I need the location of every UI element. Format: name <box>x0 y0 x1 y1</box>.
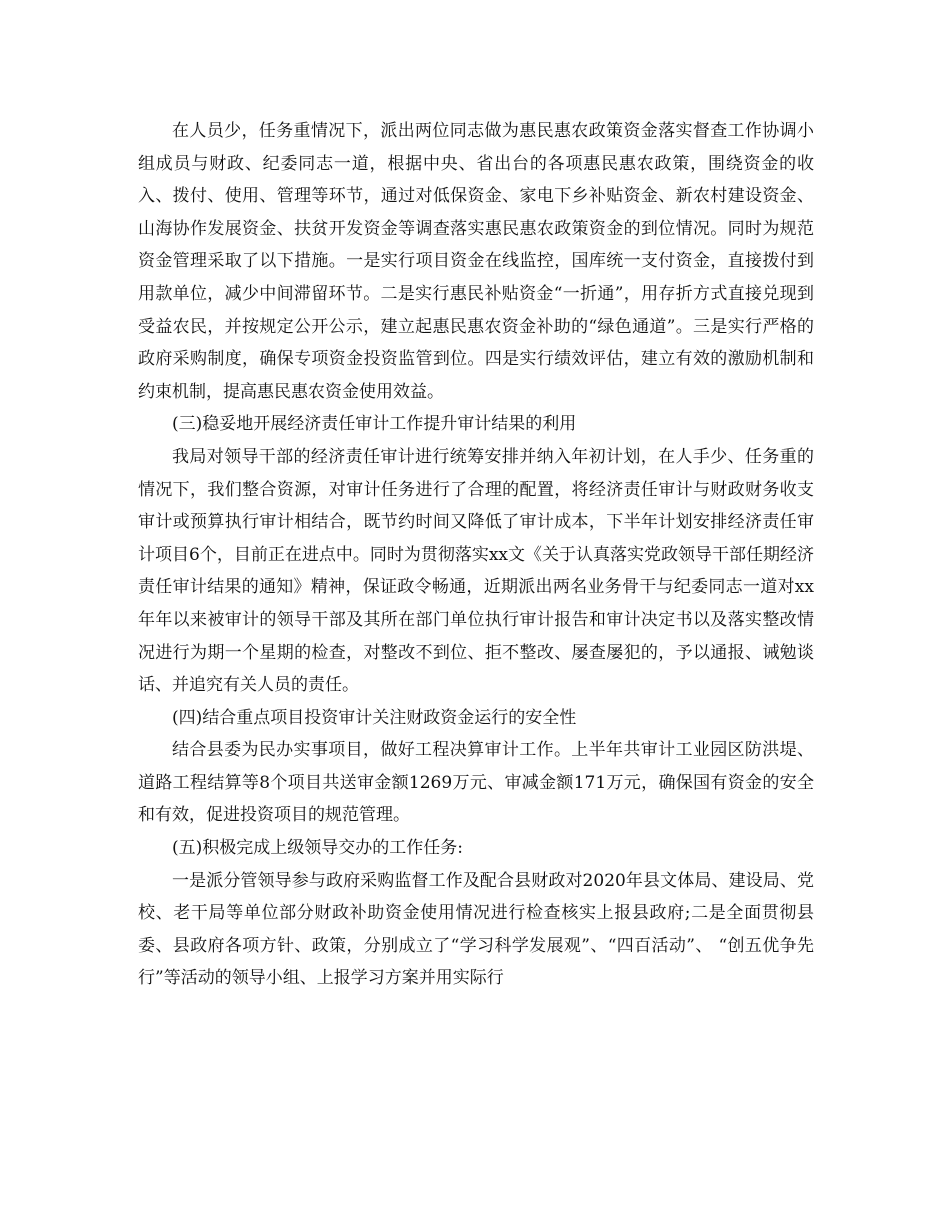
section-heading-assigned-tasks: (五)积极完成上级领导交办的工作任务: <box>172 838 463 859</box>
paragraph-funds-supervision: 在人员少，任务重情况下，派出两位同志做为惠民惠农政策资金落实督查工作协调小组成员与财政、纪委同志一道，根据中央、省出台的各项惠民惠农政策，围绕资金的收入、拨付、使用、管理等环节，通过对低保资金、家电下乡补贴资金、新农村建设资金、山海协作发展资金、扶贫开发资金等调查落实惠民惠农政策资金的到位情况。同时为规范资金管理采取了以下措施。一是实行项目资金在线监控，国库统一支付资金，直接拨付到用款单位，减少中间滞留环节。二是实行惠民补贴资金“一折通”，用存折方式直接兑现到受益农民，并按规定公开公示，建立起惠民惠农资金补助的“绿色通道”。三是实行严格的政府采购制度，确保专项资金投资监管到位。四是实行绩效评估，建立有效的激励机制和约束机制，提高惠民惠农资金使用效益。 <box>138 121 814 402</box>
section-heading-investment-audit: (四)结合重点项目投资审计关注财政资金运行的安全性 <box>172 707 577 728</box>
paragraph-economic-responsibility-audit: 我局对领导干部的经济责任审计进行统筹安排并纳入年初计划，在人手少、任务重的情况下，我们整合资源，对审计任务进行了合理的配置，将经济责任审计与财政财务收支审计或预算执行审计相结合，既节约时间又降低了审计成本，下半年计划安排经济责任审计项目6个，目前正在进点中。同时为贯彻落实xx文《关于认真落实党政领导干部任期经济责任审计结果的通知》精神，保证政令畅通，近期派出两名业务骨干与纪委同志一道对xx年年以来被审计的领导干部及其所在部门单位执行审计报告和审计决定书以及落实整改情况进行为期一个星期的检查，对整改不到位、拒不整改、屡查屡犯的，予以通报、诫勉谈话、并追究有关人员的责任。 <box>138 446 814 696</box>
section-heading-economic-responsibility-audit: (三)稳妥地开展经济责任审计工作提升审计结果的利用 <box>172 414 577 435</box>
paragraph-assigned-tasks: 一是派分管领导参与政府采购监督工作及配合县财政对2020年县文体局、建设局、党校、老干局等单位部分财政补助资金使用情况进行检查核实上报县政府;二是全面贯彻县委、县政府各项方针、政策，分别成立了“学习科学发展观”、“四百活动”、 “创五优争先行”等活动的领导小组、上报学习方案并用实际行 <box>138 870 814 989</box>
document-body <box>138 115 814 995</box>
paragraph-investment-audit: 结合县委为民办实事项目，做好工程决算审计工作。上半年共审计工业园区防洪堤、道路工程结算等8个项目共送审金额1269万元、审减金额171万元，确保国有资金的安全和有效，促进投资项目的规范管理。 <box>138 740 814 826</box>
